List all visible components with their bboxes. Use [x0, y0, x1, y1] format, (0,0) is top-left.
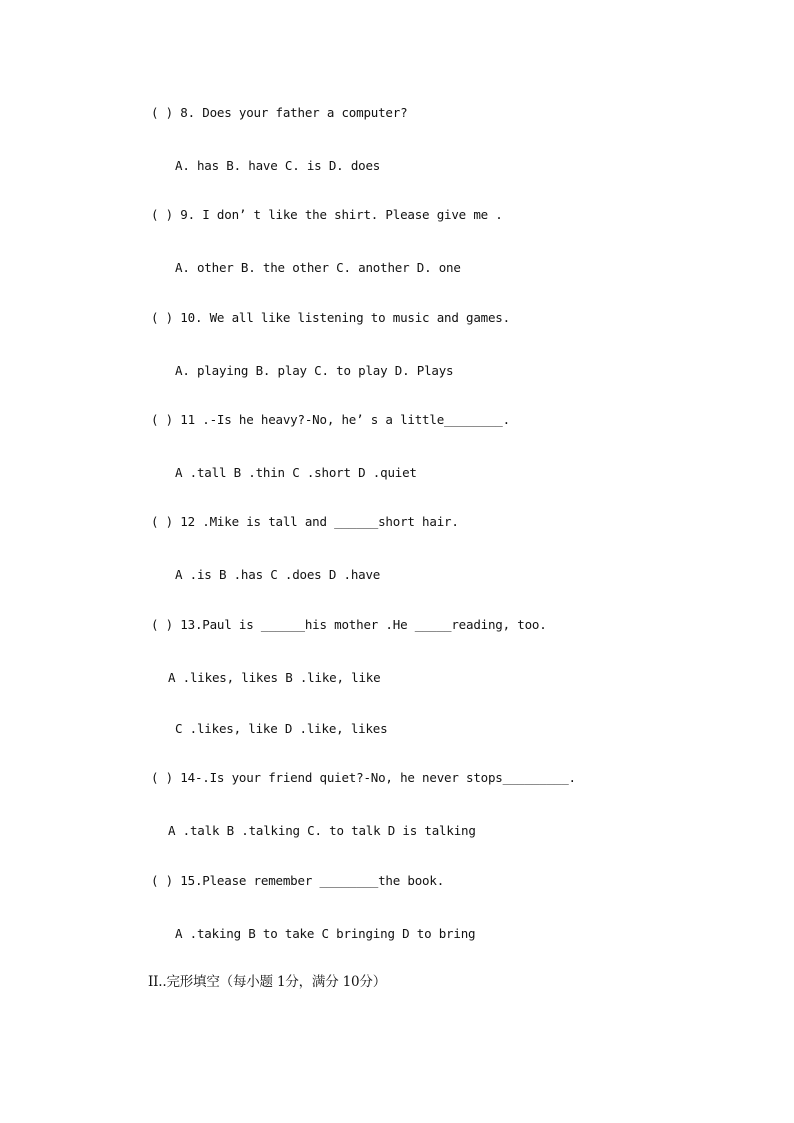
question-9: ( ) 9. I don’ t like the shirt. Please give me . — [151, 207, 503, 222]
question-10: ( ) 10. We all like listening to music and games. — [151, 310, 510, 325]
question-11: ( ) 11 .-Is he heavy?-No, he’ s a little________. — [151, 412, 510, 427]
question-15-options: A .taking B to take C bringing D to bring — [175, 926, 476, 941]
question-11-options: A .tall B .thin C .short D .quiet — [175, 465, 417, 480]
question-12-options: A .is B .has C .does D .have — [175, 567, 381, 582]
question-12: ( ) 12 .Mike is tall and ______short hair. — [151, 514, 459, 529]
question-8: ( ) 8. Does your father a computer? — [151, 105, 408, 120]
question-9-options: A. other B. the other C. another D. one — [175, 260, 461, 275]
question-15: ( ) 15.Please remember ________the book. — [151, 873, 445, 888]
question-13: ( ) 13.Paul is ______his mother .He _____reading, too. — [151, 617, 547, 632]
question-8-options: A. has B. have C. is D. does — [175, 158, 381, 173]
question-13-options-line2: C .likes, like D .like, likes — [175, 721, 388, 736]
section-heading: II..完形填空（每小题 1分，满分 10分） — [148, 974, 386, 990]
question-10-options: A. playing B. play C. to play D. Plays — [175, 363, 454, 378]
question-14-options: A .talk B .talking C. to talk D is talking — [168, 823, 476, 838]
question-13-options-line1: A .likes, likes B .like, like — [168, 670, 381, 685]
question-14: ( ) 14-.Is your friend quiet?-No, he never stops_________. — [151, 770, 576, 785]
